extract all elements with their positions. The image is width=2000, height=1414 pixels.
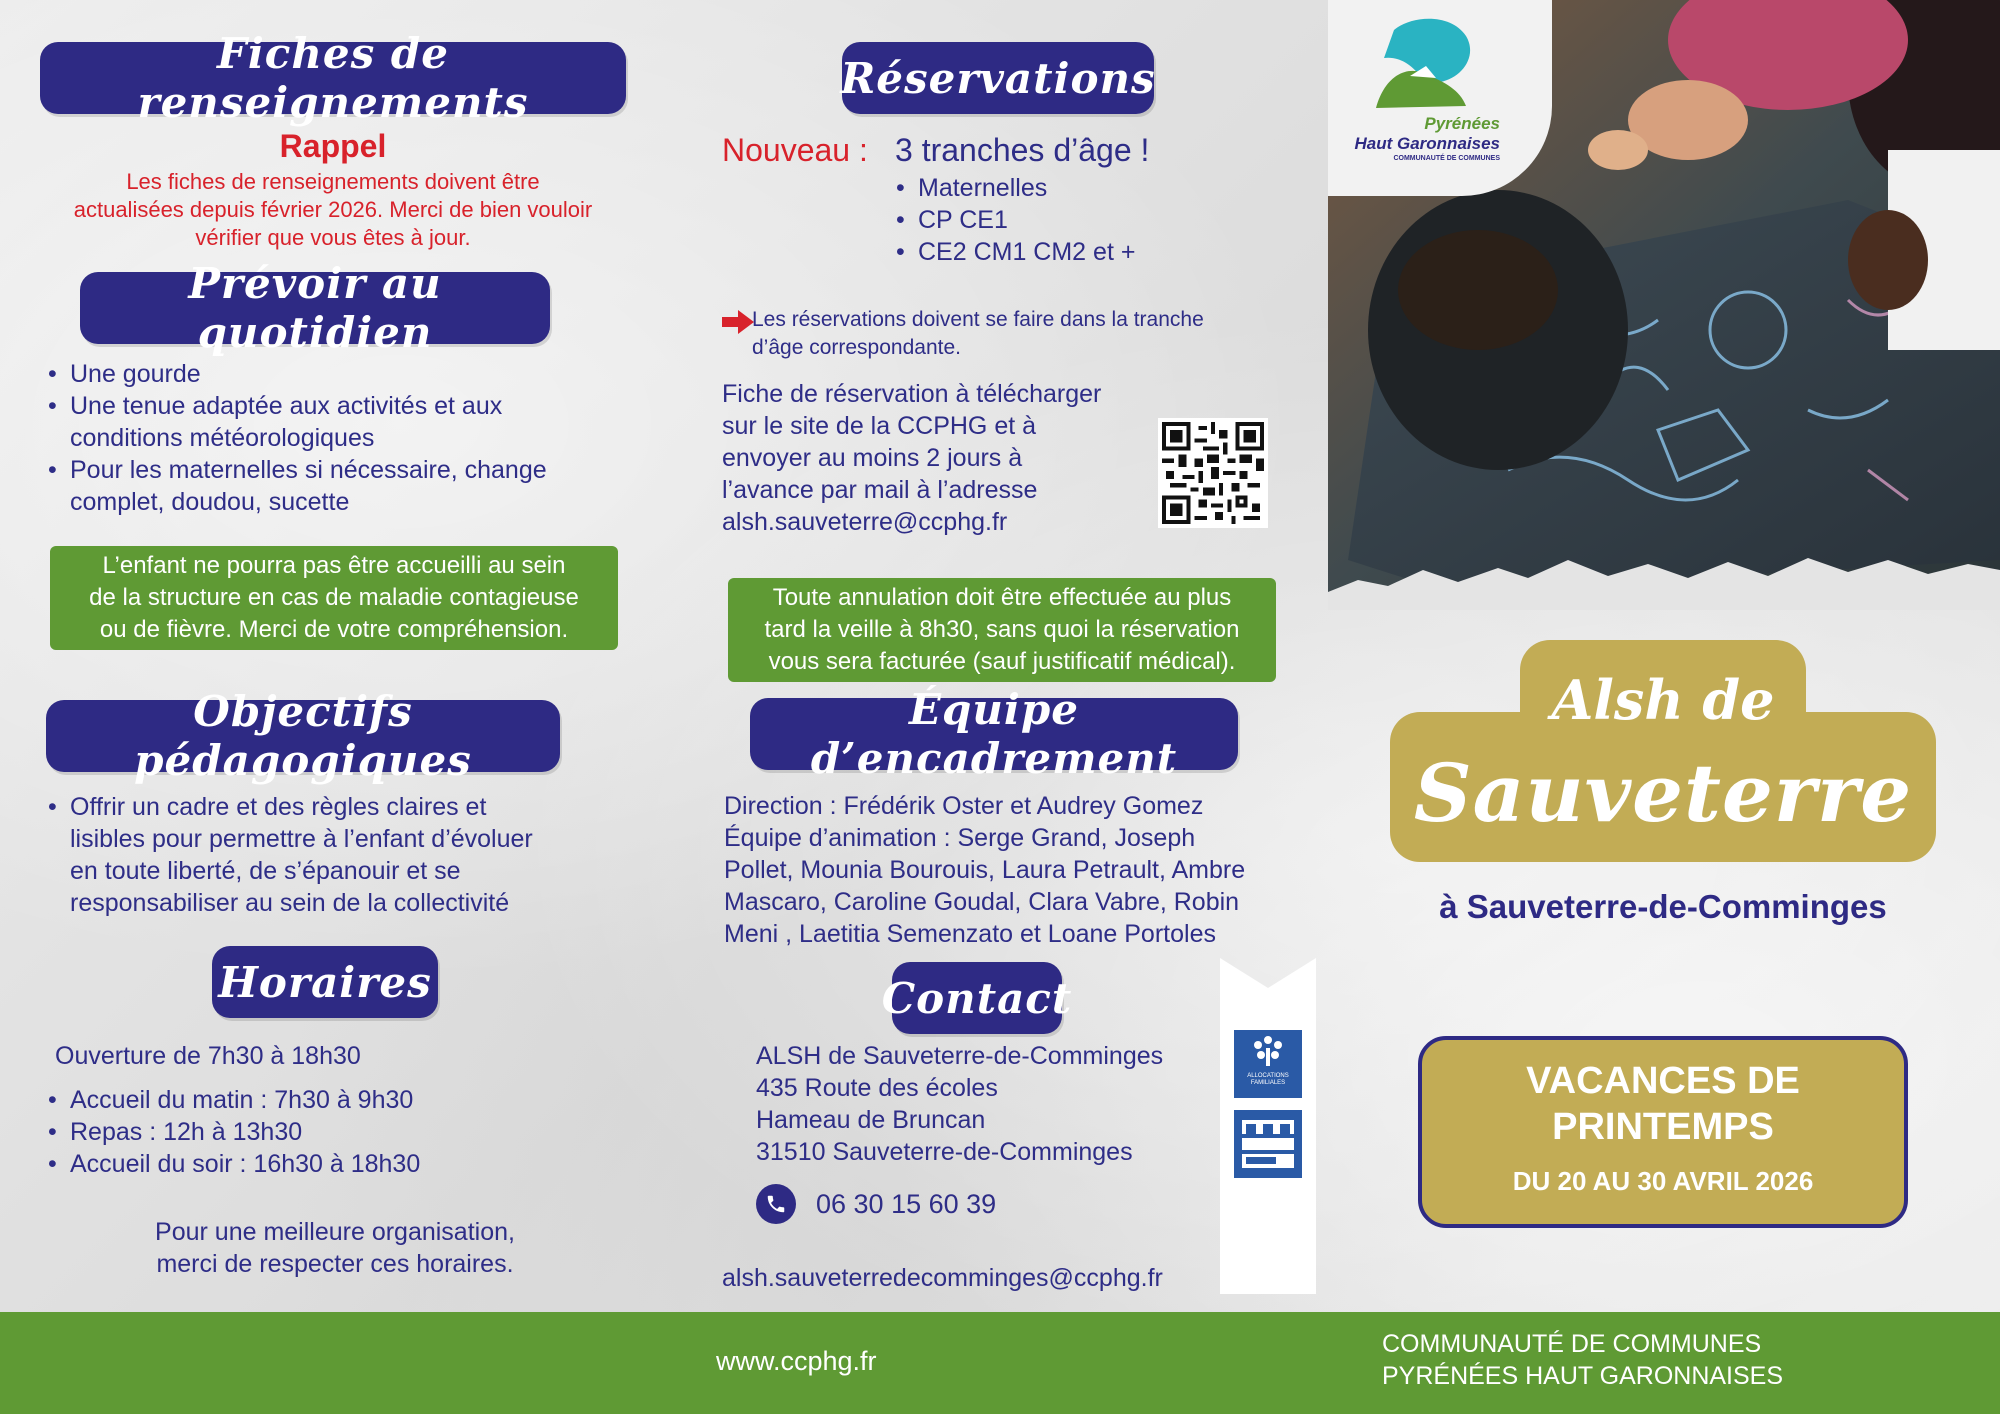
logo-text-1: Pyrénées <box>1424 114 1500 133</box>
objectifs-title: Objectifs pédagogiques <box>46 700 560 772</box>
location-subtitle: à Sauveterre-de-Comminges <box>1439 888 1887 925</box>
tranches-list <box>888 172 1135 268</box>
sauveterre-title: Sauveterre <box>1413 746 1913 840</box>
contact-title: Contact <box>892 962 1062 1034</box>
phone-icon <box>756 1184 796 1224</box>
rappel-title: Rappel <box>279 128 387 164</box>
reservations-title: Réservations <box>842 42 1154 114</box>
maladie-notice: L’enfant ne pourra pas être accueilli au sein de la structure en cas de maladie contagieuse ou de fièvre. Merci de votre compréhension. <box>50 546 618 650</box>
nouveau-label: Nouveau : <box>722 132 868 168</box>
objectifs-list <box>40 791 640 919</box>
msa-logo <box>1234 1110 1302 1178</box>
arrow-note-2: d’âge correspondante. <box>752 336 961 359</box>
logo-text-3: COMMUNAUTÉ DE COMMUNES <box>1393 155 1500 162</box>
arrow-note: Les réservations doivent se faire dans la tranche <box>752 308 1204 331</box>
footer-website[interactable]: www.ccphg.fr <box>716 1346 877 1376</box>
fiche-reservation-text: Fiche de réservation à télécharger sur le site de la CCPHG et à envoyer au moins 2 jours à l’avance par mail à l’adresse alsh.sauveterre@ccphg.fr <box>722 380 1102 536</box>
list-item: • Maternelles <box>888 172 1135 204</box>
list-item: • CE2 CM1 CM2 et + <box>888 236 1135 268</box>
equipe-title: Équipe d’encadrement <box>750 698 1238 770</box>
list-item: • Offrir un cadre et des règles claires et lisibles pour permettre à l’enfant d’évoluer en toute liberté, de s’épanouir et se responsabiliser au sein de la collectivité <box>40 791 640 919</box>
horaires-list <box>40 1084 640 1180</box>
arrow-icon <box>722 310 754 339</box>
list-item: • CP CE1 <box>888 204 1135 236</box>
torn-paper-edge <box>1328 520 2000 615</box>
phone-number[interactable]: 06 30 15 60 39 <box>816 1189 997 1219</box>
list-item: • Une gourde <box>40 358 640 390</box>
organisation-note: Pour une meilleure organisation, merci de respecter ces horaires. <box>155 1218 515 1278</box>
qr-code[interactable] <box>1158 418 1268 528</box>
caf-logo: ALLOCATIONS FAMILIALES <box>1234 1030 1302 1098</box>
alsh-de-title: Alsh de <box>1551 668 1775 732</box>
contact-address: ALSH de Sauveterre-de-Comminges 435 Route des écoles Hameau de Bruncan 31510 Sauveterre-de-Comminges <box>756 1042 1164 1166</box>
fiches-title: Fiches de renseignements <box>40 42 626 114</box>
list-item: • Pour les maternelles si nécessaire, change complet, doudou, sucette <box>40 454 640 518</box>
list-item: • Accueil du soir : 16h30 à 18h30 <box>40 1148 640 1180</box>
prevoir-title: Prévoir au quotidien <box>80 272 550 344</box>
list-item: • Une tenue adaptée aux activités et aux conditions météorologiques <box>40 390 640 454</box>
contact-email[interactable]: alsh.sauveterredecomminges@ccphg.fr <box>722 1264 1163 1292</box>
prevoir-list <box>40 358 640 518</box>
vacances-dates: DU 20 AU 30 AVRIL 2026 <box>1512 1166 1814 1196</box>
horaires-title: Horaires <box>212 946 438 1018</box>
vacances-line-2: PRINTEMPS <box>1552 1106 1774 1148</box>
footer-org: COMMUNAUTÉ DE COMMUNES PYRÉNÉES HAUT GARONNAISES <box>1382 1330 1784 1390</box>
ccphg-logo-icon <box>1370 16 1474 115</box>
list-item: • Accueil du matin : 7h30 à 9h30 <box>40 1084 640 1116</box>
rappel-text: Les fiches de renseignements doivent être actualisées depuis février 2026. Merci de bien vouloir vérifier que vous êtes à jour. <box>73 169 593 250</box>
tranches-heading: 3 tranches d’âge ! <box>895 132 1150 168</box>
annulation-notice: Toute annulation doit être effectuée au plus tard la veille à 8h30, sans quoi la réservation vous sera facturée (sauf justificatif médical). <box>728 578 1276 682</box>
list-item: • Repas : 12h à 13h30 <box>40 1116 640 1148</box>
equipe-text: Direction : Frédérik Oster et Audrey Gomez Équipe d’animation : Serge Grand, Joseph Pollet, Mounia Bourouis, Laura Petrault, Ambre Mascaro, Caroline Goudal, Clara Vabre, Robin Meni , Laetitia Semenzato et Loane Portoles <box>724 792 1246 948</box>
ouverture-text: Ouverture de 7h30 à 18h30 <box>55 1042 361 1070</box>
logo-text-2: Haut Garonnaises <box>1354 134 1500 153</box>
vacances-line-1: VACANCES DE <box>1526 1060 1800 1102</box>
